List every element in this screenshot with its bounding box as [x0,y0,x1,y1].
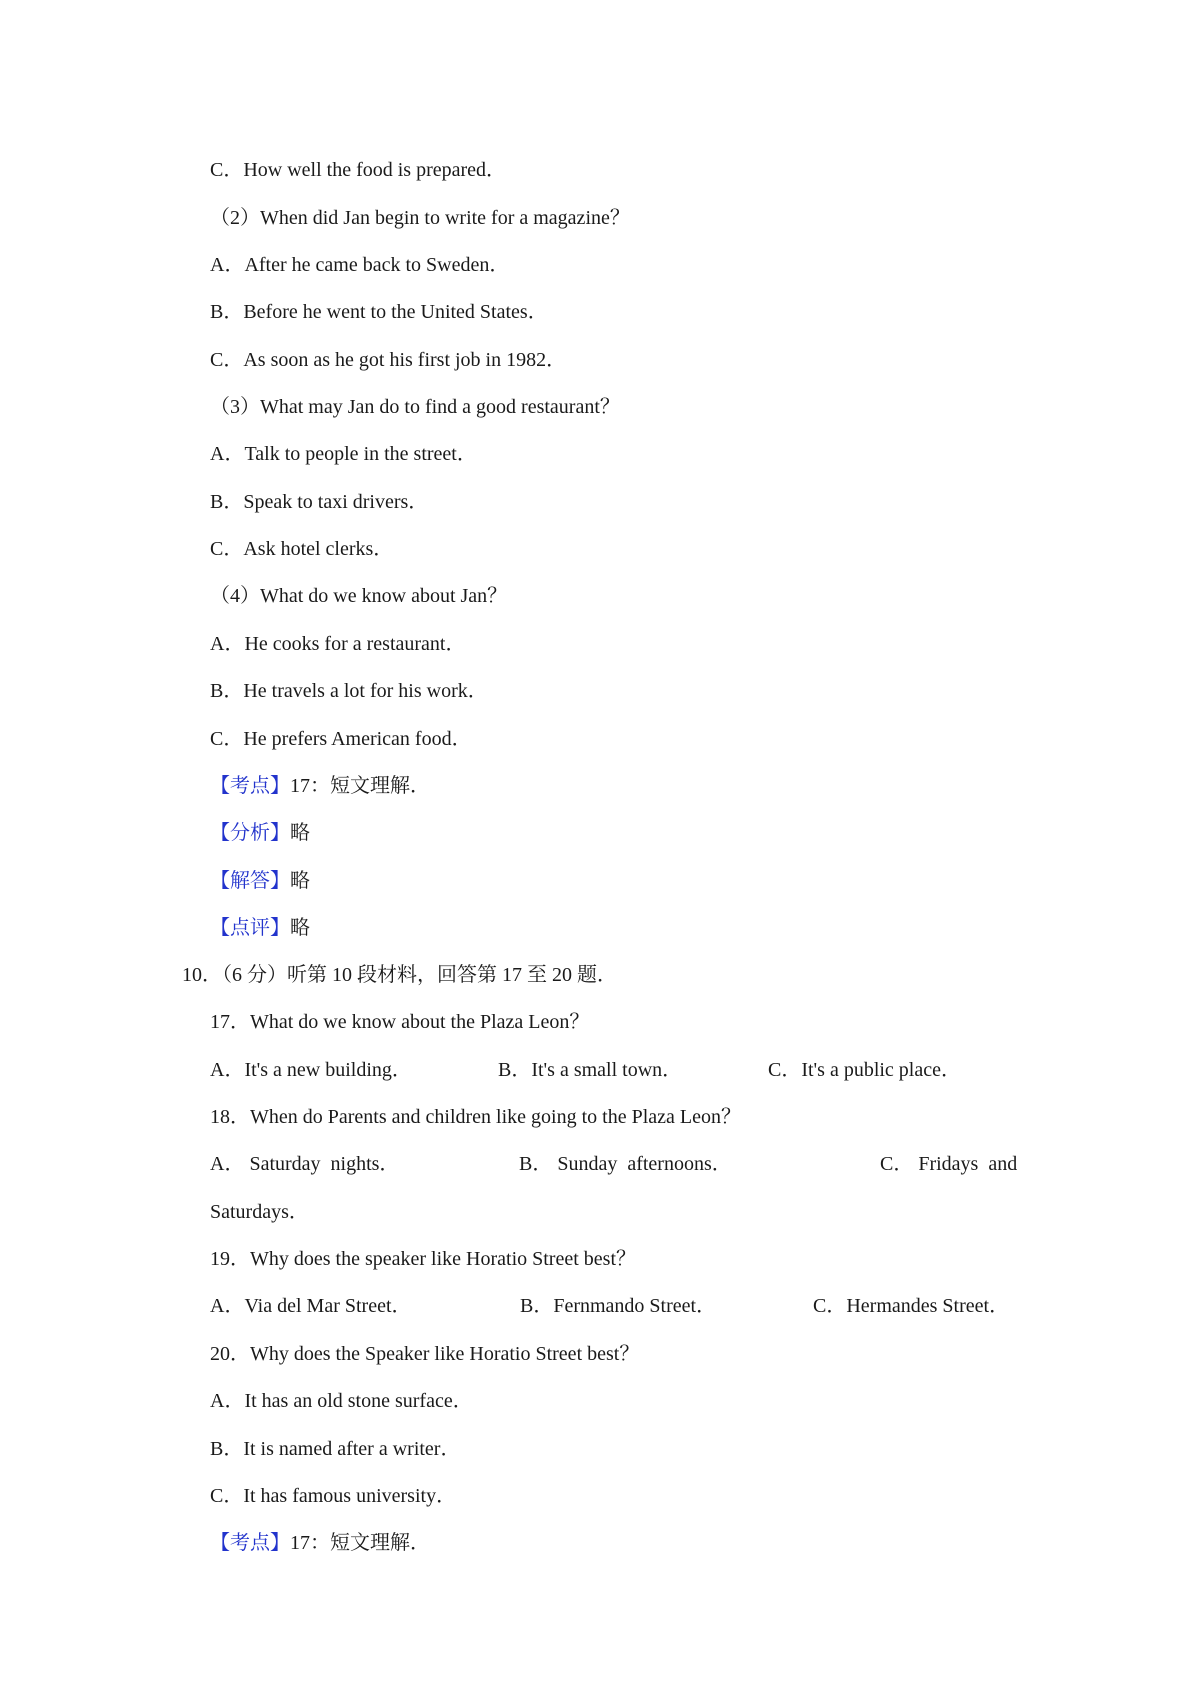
q10-header: 10．（6 分）听第 10 段材料，回答第 17 至 20 题． [182,964,617,986]
q3-option-b: B．Speak to taxi drivers． [210,491,429,513]
kaodian-text: 17：短文理解． [290,775,430,797]
q18-option-b: B． Sunday afternoons． [519,1153,732,1175]
q2-option-b: B．Before he went to the United States． [210,301,548,323]
kaodian-tag-2: 【考点】 [210,1532,290,1554]
q20-stem: 20．Why does the Speaker like Horatio Street best？ [210,1343,640,1365]
q4-option-b: B．He travels a lot for his work． [210,680,488,702]
q1-option-c: C．How well the food is prepared． [210,159,507,181]
q19-stem: 19．Why does the speaker like Horatio Street best？ [210,1248,636,1270]
q19-option-c: C．Hermandes Street． [813,1295,1010,1317]
q18-option-a: A． Saturday nights． [210,1153,400,1175]
dianping-tag: 【点评】 [210,917,290,939]
dianping-row [210,916,310,940]
q20-option-b: B．It is named after a writer． [210,1438,461,1460]
kaodian-row [210,774,430,798]
q2-option-c: C．As soon as he got his first job in 1982． [210,349,567,371]
q20-option-c: C．It has famous university． [210,1485,457,1507]
jieda-tag: 【解答】 [210,870,290,892]
q20-option-a: A．It has an old stone surface． [210,1390,473,1412]
jieda-text: 略 [290,870,310,892]
q19-option-a: A．Via del Mar Street． [210,1295,412,1317]
fenxi-text: 略 [290,822,310,844]
q18-option-c: C． Fridays and [880,1153,1018,1175]
kaodian-text-2: 17：短文理解． [290,1532,430,1554]
q17-option-c: C．It's a public place． [768,1059,961,1081]
fenxi-row [210,821,310,845]
q2-stem: （2）When did Jan begin to write for a magazine？ [210,207,630,229]
q4-stem: （4）What do we know about Jan？ [210,585,508,607]
q4-option-c: C．He prefers American food． [210,728,472,750]
kaodian-tag: 【考点】 [210,775,290,797]
q17-option-a: A．It's a new building． [210,1059,412,1081]
kaodian-row-2 [210,1531,430,1555]
q3-option-c: C．Ask hotel clerks． [210,538,394,560]
q17-option-b: B．It's a small town． [498,1059,683,1081]
fenxi-tag: 【分析】 [210,822,290,844]
dianping-text: 略 [290,917,310,939]
q18-option-c-continued: Saturdays． [210,1201,309,1223]
q19-option-b: B．Fernmando Street． [520,1295,717,1317]
q17-stem: 17．What do we know about the Plaza Leon？ [210,1011,590,1033]
q3-option-a: A．Talk to people in the street． [210,443,477,465]
q2-option-a: A．After he came back to Sweden． [210,254,510,276]
q3-stem: （3）What may Jan do to find a good restaurant？ [210,396,620,418]
q4-option-a: A．He cooks for a restaurant． [210,633,466,655]
q18-stem: 18．When do Parents and children like going to the Plaza Leon？ [210,1106,741,1128]
jieda-row [210,869,310,893]
